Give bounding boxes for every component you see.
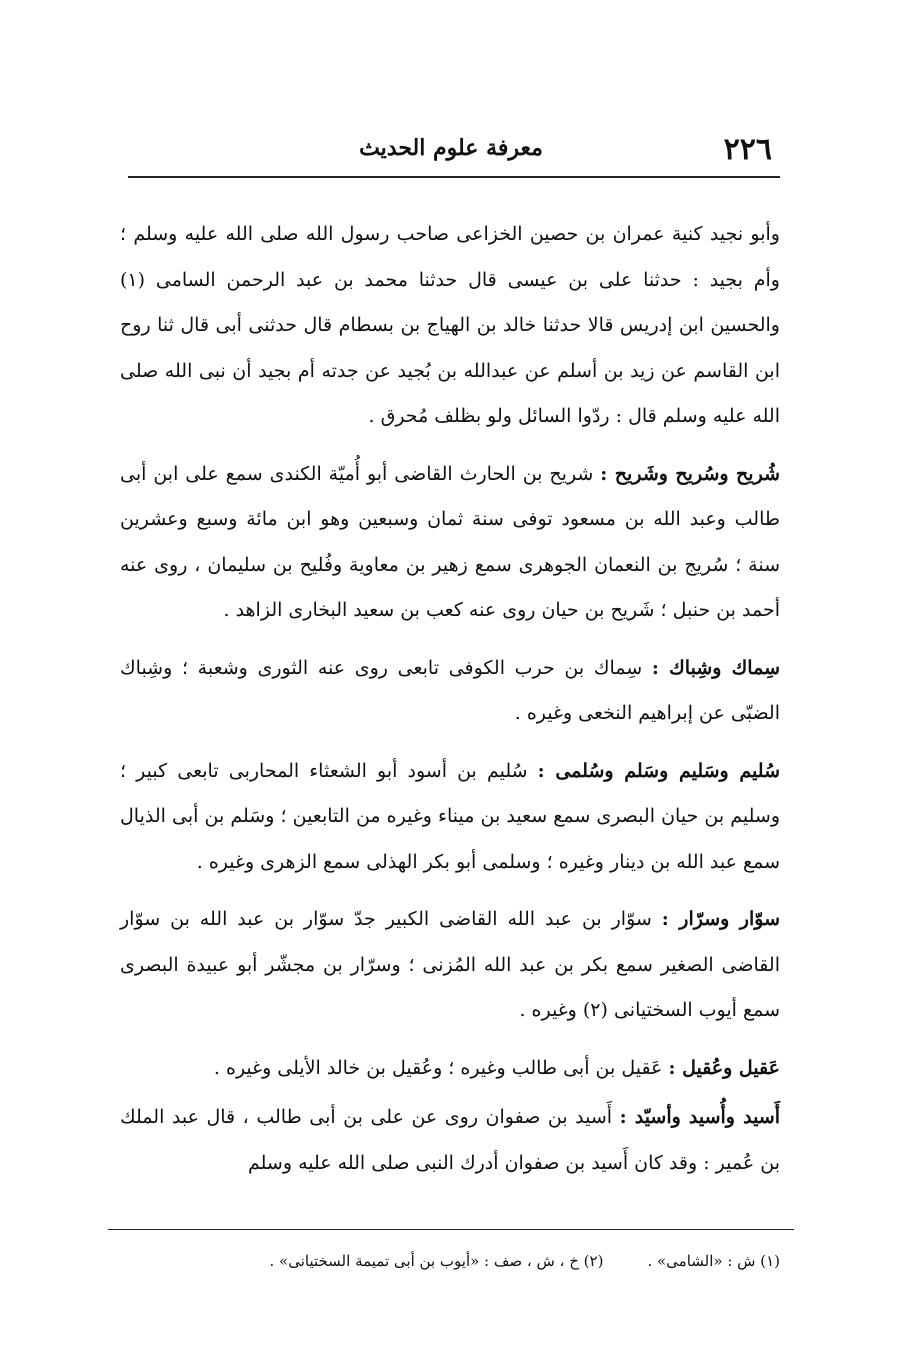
entry-text: سِماك بن حرب الكوفى تابعى روى عنه الثورى وشعبة ؛ وشِباك الضبّى عن إبراهيم النخعى وغيره .	[120, 656, 780, 724]
entry-text: وأبو نجيد كنية عمران بن حصين الخزاعى صاحب رسول الله صلى الله عليه وسلم ؛ وأم بجيد : حدثنا على بن عيسى قال حدثنا محمد بن عبد الرحمن السامى (١) والحسين ابن إدريس قالا حدثنا خالد بن الهياج بن بسطام قال حدثنى أبى قال ثنا روح ابن القاسم عن زيد بن أسلم عن عبدالله بن بُجيد عن جدته أم بجيد أن نبى الله صلى الله عليه وسلم قال : ردّوا السائل ولو بظلف مُحرق .	[120, 223, 780, 427]
entry-term: سُليم وسَليم وسَلم وسُلمى :	[537, 759, 780, 782]
footnote-2: (٢) خ ، ش ، صف : «أيوب بن أبى تميمة السختيانى» .	[269, 1252, 604, 1270]
paragraph	[120, 452, 780, 634]
entry-term: سِماك وشِباك :	[651, 656, 781, 679]
footnote-1: (١) ش : «الشامى» .	[647, 1252, 780, 1270]
entry-term: سوّار وسرّار :	[661, 908, 780, 930]
entry-text: عَقيل بن أبى طالب وغيره ؛ وعُقيل بن خالد الأيلى وغيره .	[213, 1056, 669, 1079]
page-number: ٢٢٦	[723, 132, 772, 167]
entry-text: شريح بن الحارث القاضى أبو أُميّة الكندى سمع على ابن أبى طالب وعبد الله بن مسعود توفى سنة ثمان وسبعين وهو ابن مائة وسبع وعشرين سنة ؛ سُريج بن النعمان الجوهرى سمع زهير بن معاوية وفُليح بن سليمان ، روى عنه أحمد بن حنبل ؛ شَريح بن حيان روى عنه كعب بن سعيد البخارى الزاهد .	[120, 462, 780, 621]
running-title: معرفة علوم الحديث	[359, 135, 543, 161]
page-header	[120, 128, 782, 168]
paragraph	[120, 1046, 780, 1092]
entry-text: أَسيد بن صفوان روى عن على بن أبى طالب ، قال عبد الملك بن عُمير : وقد كان أَسيد بن صفوان أدرك النبى صلى الله عليه وسلم	[120, 1106, 780, 1174]
paragraph	[120, 646, 780, 737]
entry-term: شُريح وسُريح وشَريح :	[600, 462, 781, 485]
entry-text: سوّار بن عبد الله القاضى الكبير جدّ سوّار بن عبد الله بن سوّار القاضى الصغير سمع بكر بن عبد الله المُزنى ؛ وسرّار بن مجشّر أبو عبيدة البصرى سمع أيوب السختيانى (٢) وغيره .	[120, 908, 780, 1021]
paragraph	[120, 1095, 780, 1186]
header-rule	[128, 176, 780, 178]
main-text	[120, 212, 780, 1190]
footnote-rule	[108, 1229, 794, 1230]
paragraph	[120, 212, 780, 440]
entry-term: عَقيل وعُقيل :	[668, 1056, 780, 1079]
entry-term: أَسيد وأُسيد وأسيّد :	[619, 1106, 780, 1128]
paragraph	[120, 749, 780, 886]
entry-text: سُليم بن أسود أبو الشعثاء المحاربى تابعى كبير ؛ وسليم بن حيان البصرى سمع سعيد بن ميناء وغيره من التابعين ؛ وسَلم بن أبى الذيال سمع عبد الله بن دينار وغيره ؛ وسلمى أبو بكر الهذلى سمع الزهرى وغيره .	[120, 759, 780, 873]
footnotes	[140, 1252, 780, 1270]
paragraph	[120, 897, 780, 1034]
